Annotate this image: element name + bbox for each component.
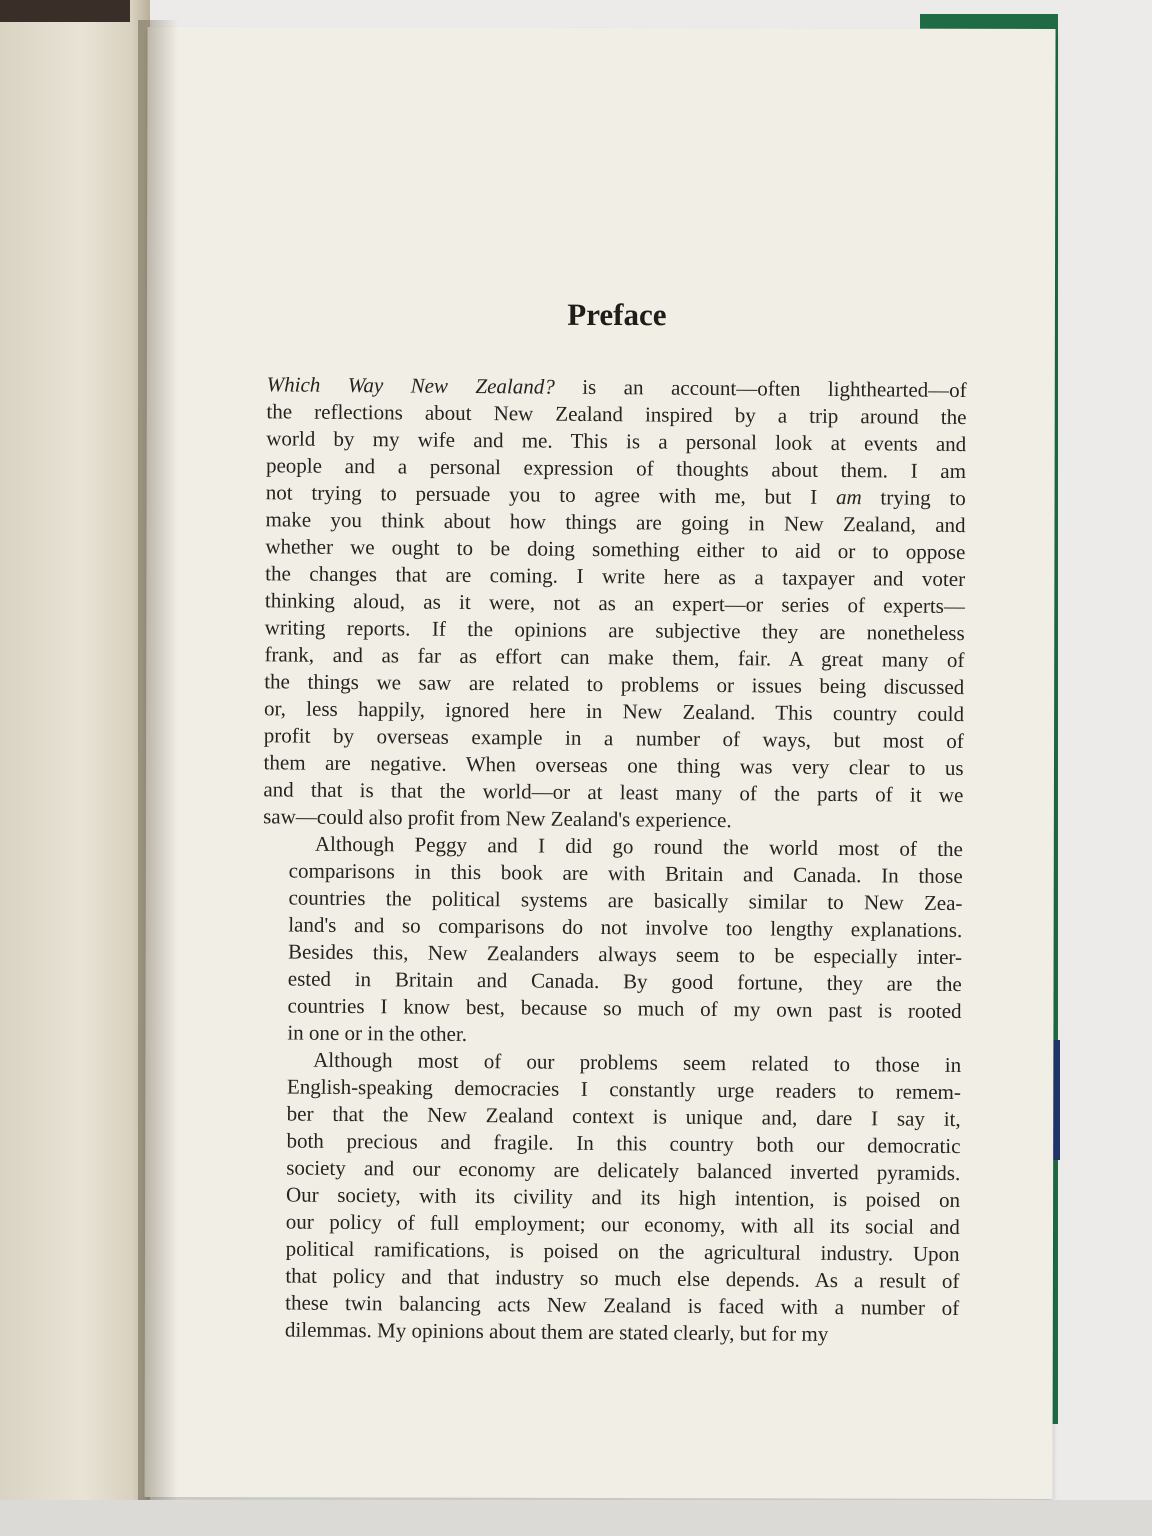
text-segment: these twin balancing acts New Zealand is faced with a number of <box>285 1290 960 1321</box>
text-segment: writing reports. If the opinions are subjective they are nonetheless <box>264 615 965 646</box>
text-segment: thinking aloud, as it were, not as an expert—or series of experts— <box>264 588 966 619</box>
text-segment: people and a personal expression of thoughts about them. I am <box>265 453 967 484</box>
book-page <box>144 27 1055 1499</box>
text-segment: ber that the New Zealand context is unique and, dare I say it, <box>286 1101 961 1132</box>
left-page-edge <box>0 0 150 1536</box>
text-segment: them are negative. When overseas one thing was very clear to us <box>263 750 964 781</box>
paragraph <box>259 1046 961 1349</box>
text-segment: Although Peggy and I did go round the world most of the <box>314 831 964 862</box>
text-segment: dilemmas. My opinions about them are stated clearly, but for my <box>284 1317 829 1346</box>
italic-text: am <box>835 484 862 510</box>
page-heading: Preface <box>567 296 667 332</box>
text-segment: in one or in the other. <box>287 1020 468 1046</box>
text-segment: trying to <box>861 485 966 511</box>
text-segment: the things we saw are related to problems or issues being discussed <box>264 669 965 700</box>
paragraph <box>263 371 967 836</box>
text-segment: saw—could also profit from New Zealand's experience. <box>263 804 732 833</box>
text-segment: Besides this, New Zealanders always seem to be especially inter- <box>287 939 963 970</box>
text-segment: frank, and as far as effort can make them, fair. A great many of <box>264 642 965 673</box>
table-surface <box>0 1500 1152 1536</box>
text-segment: Although most of our problems seem related to those in <box>313 1047 962 1078</box>
text-segment: make you think about how things are going in New Zealand, and <box>265 507 966 538</box>
text-segment: is an account—often lighthearted—of <box>554 374 967 403</box>
text-segment: countries the political systems are basically similar to New Zea- <box>288 885 963 916</box>
text-segment: profit by overseas example in a number of ways, but most of <box>263 723 964 754</box>
text-segment: society and our economy are delicately balanced inverted pyramids. <box>286 1155 961 1186</box>
spine-shadow <box>138 20 178 1510</box>
left-cover-corner <box>0 0 130 22</box>
text-segment: comparisons in this book are with Britain and Canada. In those <box>288 858 963 889</box>
text-segment: both precious and fragile. In this country both our democratic <box>286 1128 961 1159</box>
text-line <box>259 1316 959 1349</box>
text-segment: the changes that are coming. I write here as a taxpayer and voter <box>265 561 966 592</box>
paragraph <box>261 830 963 1052</box>
text-segment: land's and so comparisons do not involve too lengthy explanations. <box>288 912 963 943</box>
text-segment: and that is that the world—or at least many of the parts of it we <box>263 777 964 808</box>
text-segment: Our society, with its civility and its high intention, is poised on <box>285 1182 961 1213</box>
text-segment: political ramifications, is poised on the agricultural industry. Upon <box>285 1236 960 1267</box>
text-segment: whether we ought to be doing something either to aid or to oppose <box>265 534 966 565</box>
text-segment: not trying to persuade you to agree with me, but I <box>265 480 837 509</box>
preface-body <box>259 371 967 1349</box>
text-segment: English-speaking democracies I constantly urge readers to remem- <box>286 1074 962 1105</box>
text-segment: ested in Britain and Canada. By good fortune, they are the <box>287 966 962 997</box>
text-segment: the reflections about New Zealand inspired by a trip around the <box>266 399 967 430</box>
text-segment: or, less happily, ignored here in New Zealand. This country could <box>263 696 965 727</box>
text-segment: our policy of full employment; our economy, with all its social and <box>285 1209 960 1240</box>
text-segment: that policy and that industry so much else depends. As a result of <box>285 1263 960 1294</box>
text-segment: countries I know best, because so much of my own past is rooted <box>287 993 962 1024</box>
italic-text: Which Way New Zealand? <box>266 372 555 399</box>
text-segment: world by my wife and me. This is a personal look at events and <box>266 426 967 457</box>
